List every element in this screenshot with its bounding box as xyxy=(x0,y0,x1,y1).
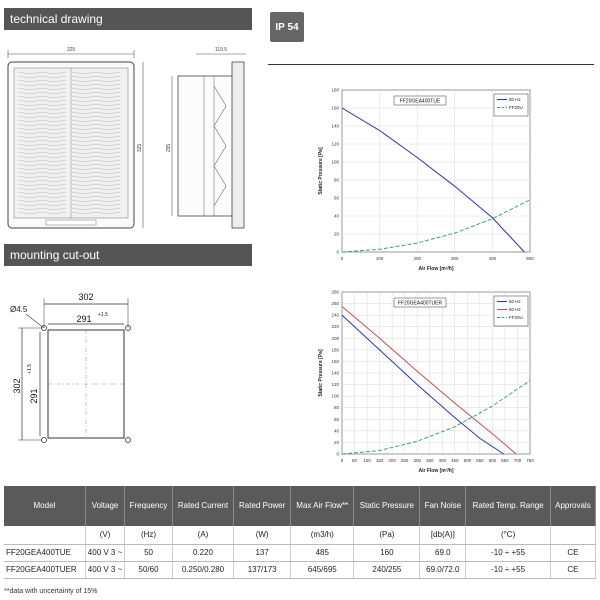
side-width-label: 119.5 xyxy=(214,47,228,53)
y-tick-label: 240 xyxy=(331,312,339,318)
table-cell: 137/173 xyxy=(234,561,291,578)
x-tick-label: 200 xyxy=(388,458,396,463)
chart-title: FF20GEA400TUE xyxy=(399,98,441,105)
column-header: Max Air Flow** xyxy=(291,486,354,526)
column-header: Rated Temp. Range xyxy=(466,486,550,526)
table-cell: -10 ÷ +55 xyxy=(466,561,550,578)
column-header: Rated Current xyxy=(172,486,233,526)
column-header: Fan Noise xyxy=(420,486,466,526)
column-header: Model xyxy=(4,486,85,526)
x-tick-label: 200 xyxy=(413,256,421,261)
y-tick-label: 20 xyxy=(333,439,339,445)
performance-chart-tue xyxy=(312,82,542,277)
x-tick-label: 300 xyxy=(451,256,459,261)
unit-cell: (V) xyxy=(85,526,124,544)
header-divider xyxy=(268,64,594,65)
table-cell: 69.0/72.0 xyxy=(420,561,466,578)
table-cell: 485 xyxy=(291,544,354,561)
x-tick-label: 100 xyxy=(375,256,384,261)
ip-rating-badge: IP 54 xyxy=(270,12,304,42)
y-tick-label: 120 xyxy=(331,382,339,388)
x-axis-label: Air Flow [m³/h] xyxy=(418,468,454,474)
table-cell: -10 ÷ +55 xyxy=(466,544,550,561)
table-cell: 400 V 3 ~ xyxy=(85,561,124,578)
performance-chart-tuer xyxy=(312,284,542,479)
y-tick-label: 280 xyxy=(331,289,339,295)
legend-label: 50 Hz xyxy=(509,299,521,304)
x-tick-label: 700 xyxy=(513,458,522,463)
inner-width-tolerance: +1.5 xyxy=(98,312,108,318)
table-cell: 50 xyxy=(125,544,173,561)
x-tick-label: 150 xyxy=(375,458,384,463)
table-cell: 50/60 xyxy=(125,561,173,578)
unit-cell: (W) xyxy=(234,526,291,544)
x-tick-label: 400 xyxy=(488,256,497,261)
mounting-cutout-header: mounting cut-out xyxy=(4,244,252,266)
x-tick-label: 0 xyxy=(340,458,344,463)
column-header: Static Pressure xyxy=(354,486,420,526)
chart-title: FF20GEA400TUER xyxy=(397,300,443,307)
side-height-label: 295 xyxy=(166,143,172,153)
footnote: **data with uncertainty of 15% xyxy=(4,588,98,595)
table-cell: 400 V 3 ~ xyxy=(85,544,124,561)
y-tick-label: 180 xyxy=(331,347,339,353)
unit-cell: (A) xyxy=(172,526,233,544)
x-tick-label: 500 xyxy=(526,256,534,261)
x-tick-label: 250 xyxy=(400,458,409,463)
unit-cell: (m3/h) xyxy=(291,526,354,544)
x-tick-label: 650 xyxy=(501,458,509,463)
hole-diameter-label: Ø4.5 xyxy=(10,305,28,314)
inner-height-tolerance: +1.5 xyxy=(27,364,33,374)
column-header: Approvals xyxy=(550,486,595,526)
unit-cell: [db(A)] xyxy=(420,526,466,544)
side-view xyxy=(166,47,246,228)
y-tick-label: 40 xyxy=(333,213,339,219)
table-cell: 0.220 xyxy=(172,544,233,561)
y-tick-label: 200 xyxy=(331,335,339,341)
y-axis-label: Static Pressure [Pa] xyxy=(318,147,324,195)
unit-cell: (Pa) xyxy=(354,526,420,544)
x-tick-label: 450 xyxy=(451,458,459,463)
y-tick-label: 80 xyxy=(333,405,339,411)
x-tick-label: 750 xyxy=(526,458,534,463)
table-cell: CE xyxy=(550,561,595,578)
table-cell: CE xyxy=(550,544,595,561)
unit-cell: (Hz) xyxy=(125,526,173,544)
x-tick-label: 400 xyxy=(438,458,447,463)
y-tick-label: 160 xyxy=(331,105,339,111)
y-tick-label: 140 xyxy=(331,123,339,129)
y-tick-label: 80 xyxy=(333,177,339,183)
y-tick-label: 140 xyxy=(331,370,339,376)
y-tick-label: 100 xyxy=(331,393,339,399)
legend-label: FF20U xyxy=(509,315,523,320)
x-tick-label: 500 xyxy=(463,458,472,463)
table-row xyxy=(4,544,596,561)
legend-label: 60 Hz xyxy=(509,307,521,312)
y-tick-label: 160 xyxy=(331,358,339,364)
x-tick-label: 0 xyxy=(340,256,344,261)
legend-label: 50 Hz xyxy=(509,97,521,102)
column-header: Rated Power xyxy=(234,486,291,526)
table-header-row xyxy=(4,486,596,526)
table-cell: 240/255 xyxy=(354,561,420,578)
outer-height-label: 302 xyxy=(12,378,22,394)
y-tick-label: 0 xyxy=(336,451,339,457)
y-tick-label: 180 xyxy=(331,87,339,93)
spec-table xyxy=(4,486,596,579)
unit-cell: (°C) xyxy=(466,526,550,544)
table-cell: 69.0 xyxy=(420,544,466,561)
y-tick-label: 40 xyxy=(333,428,339,434)
legend-label: FF20U xyxy=(509,105,523,110)
table-cell: 0.250/0.280 xyxy=(172,561,233,578)
table-cell: FF20GEA400TUER xyxy=(4,561,85,578)
x-tick-label: 100 xyxy=(363,458,371,463)
y-tick-label: 260 xyxy=(331,301,339,307)
y-tick-label: 0 xyxy=(336,249,339,255)
y-tick-label: 20 xyxy=(333,231,339,237)
inner-height-label: 291 xyxy=(29,388,39,404)
table-cell: FF20GEA400TUE xyxy=(4,544,85,561)
y-tick-label: 100 xyxy=(331,159,339,165)
x-tick-label: 50 xyxy=(352,458,358,463)
x-tick-label: 550 xyxy=(476,458,484,463)
x-axis-label: Air Flow [m³/h] xyxy=(418,266,454,272)
front-height-label: 325 xyxy=(137,143,143,153)
y-axis-label: Static Pressure [Pa] xyxy=(318,349,324,397)
table-cell: 645/695 xyxy=(291,561,354,578)
unit-cell xyxy=(550,526,595,544)
y-tick-label: 60 xyxy=(333,416,339,422)
units-row xyxy=(4,526,596,544)
column-header: Voltage xyxy=(85,486,124,526)
x-tick-label: 600 xyxy=(488,458,497,463)
x-tick-label: 350 xyxy=(425,458,434,463)
table-cell: 137 xyxy=(234,544,291,561)
front-view xyxy=(8,47,143,228)
mounting-cutout-drawing xyxy=(0,278,260,478)
column-header: Frequency xyxy=(125,486,173,526)
technical-drawing xyxy=(0,36,260,236)
table-row xyxy=(4,561,596,578)
y-tick-label: 220 xyxy=(331,324,339,330)
y-tick-label: 120 xyxy=(331,141,339,147)
y-tick-label: 60 xyxy=(333,195,339,201)
unit-cell xyxy=(4,526,85,544)
x-tick-label: 300 xyxy=(413,458,421,463)
outer-width-label: 302 xyxy=(78,292,94,302)
inner-width-label: 291 xyxy=(76,314,92,324)
table-cell: 160 xyxy=(354,544,420,561)
technical-drawing-header: technical drawing xyxy=(4,8,252,30)
front-width-label: 325 xyxy=(66,47,76,53)
